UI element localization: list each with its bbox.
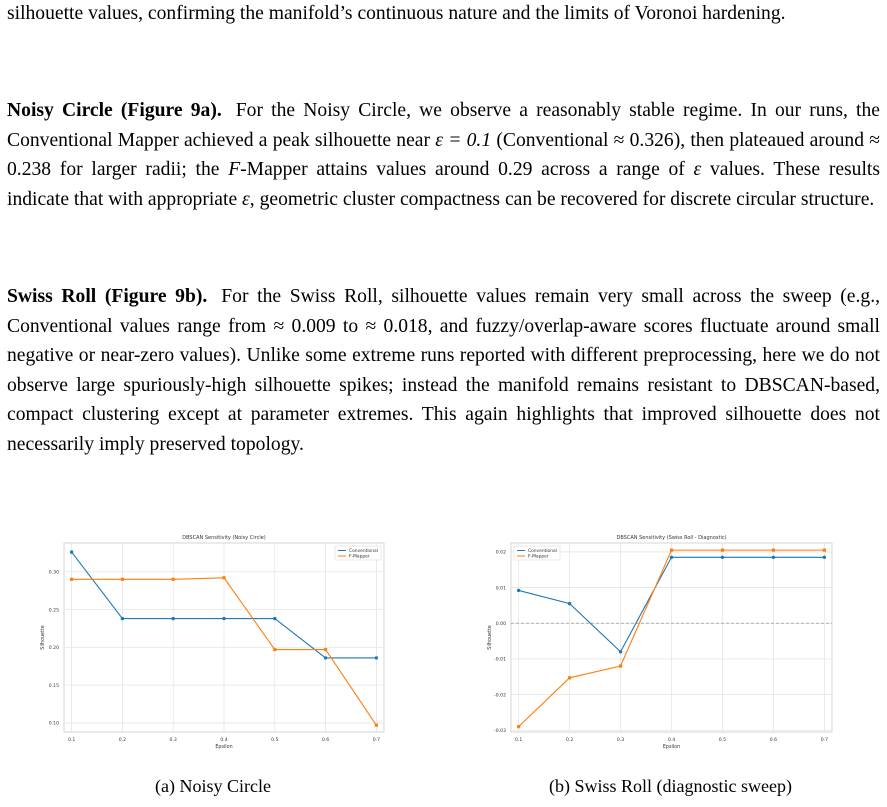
fmapper-symbol: F bbox=[228, 159, 241, 180]
data-point bbox=[324, 656, 327, 659]
swiss-roll-heading: Swiss Roll (Figure 9b). bbox=[7, 286, 208, 307]
x-axis-label: Epsilon bbox=[215, 745, 233, 750]
x-tick-label: 0.6 bbox=[769, 738, 778, 743]
data-point bbox=[823, 556, 826, 559]
data-point bbox=[823, 549, 826, 552]
y-tick-label: 0.02 bbox=[495, 550, 506, 556]
x-tick-label: 0.1 bbox=[67, 738, 76, 743]
x-tick-label: 0.3 bbox=[169, 738, 177, 743]
x-tick-label: 0.7 bbox=[372, 738, 381, 743]
x-tick-label: 0.4 bbox=[220, 738, 228, 743]
data-point bbox=[172, 578, 175, 581]
eps-symbol: ε = 0.1 bbox=[435, 129, 492, 151]
data-point bbox=[222, 617, 225, 620]
data-point bbox=[568, 676, 571, 679]
x-tick-label: 0.5 bbox=[718, 738, 727, 743]
x-axis-label: Epsilon bbox=[662, 745, 681, 750]
y-tick-label: 0.01 bbox=[495, 586, 506, 592]
eps-symbol: ε bbox=[693, 159, 702, 180]
data-point bbox=[619, 650, 622, 653]
data-point bbox=[670, 556, 673, 559]
data-point bbox=[172, 617, 175, 620]
x-tick-label: 0.4 bbox=[667, 738, 676, 743]
noisy-circle-paragraph bbox=[7, 96, 880, 214]
y-tick-label: -0.02 bbox=[494, 693, 506, 699]
y-tick-label: 0.10 bbox=[48, 721, 59, 727]
noisy-circle-text-2: (Conventional ≈ 0.326), then plateaued around ≈ 0.238 for larger radii; the bbox=[7, 129, 880, 180]
swiss-roll-paragraph bbox=[7, 282, 880, 459]
y-tick-label: 0.15 bbox=[48, 683, 59, 689]
x-tick-label: 0.5 bbox=[271, 738, 279, 743]
x-tick-label: 0.3 bbox=[616, 738, 625, 743]
noisy-circle-text-3: -Mapper attains values around 0.29 across a range of bbox=[240, 159, 694, 180]
intro-tail-paragraph bbox=[7, 0, 880, 29]
data-point bbox=[121, 617, 124, 620]
x-tick-label: 0.7 bbox=[820, 738, 829, 743]
data-point bbox=[70, 550, 73, 553]
data-point bbox=[772, 549, 775, 552]
data-point bbox=[517, 589, 520, 592]
x-tick-label: 0.2 bbox=[565, 738, 574, 743]
legend-entry: Conventional bbox=[349, 549, 378, 555]
data-point bbox=[517, 725, 520, 728]
data-point bbox=[273, 617, 276, 620]
x-tick-label: 0.6 bbox=[321, 738, 330, 743]
data-point bbox=[324, 648, 327, 651]
chart-title: DBSCAN Sensitivity (Swiss Roll - Diagnostic) bbox=[616, 535, 727, 541]
y-tick-label: 0.30 bbox=[48, 570, 59, 576]
noisy-circle-text-5: , geometric cluster compactness can be recovered for discrete circular structure. bbox=[249, 188, 875, 210]
y-axis-label: Silhouette bbox=[488, 625, 493, 650]
data-point bbox=[568, 602, 571, 605]
data-point bbox=[721, 549, 724, 552]
y-tick-label: -0.03 bbox=[494, 729, 506, 735]
data-point bbox=[70, 578, 73, 581]
data-point bbox=[619, 664, 622, 667]
legend-entry: F-Mapper bbox=[528, 554, 549, 560]
noisy-circle-heading: Noisy Circle (Figure 9a). bbox=[7, 100, 222, 121]
x-tick-label: 0.2 bbox=[118, 738, 127, 743]
y-tick-label: -0.01 bbox=[494, 657, 506, 663]
noisy-circle-chart bbox=[30, 532, 396, 754]
data-point bbox=[273, 648, 276, 651]
data-point bbox=[772, 556, 775, 559]
eps-symbol: ε bbox=[242, 188, 250, 210]
data-point bbox=[375, 724, 378, 727]
caption-a: (a) Noisy Circle bbox=[155, 776, 271, 796]
data-point bbox=[721, 556, 724, 559]
legend-entry: F-Mapper bbox=[349, 554, 370, 560]
x-tick-label: 0.1 bbox=[514, 738, 523, 743]
swiss-roll-chart bbox=[477, 532, 844, 754]
intro-tail-text: silhouette values, confirming the manifold’s continuous nature and the limits of Voronoi hardening. bbox=[7, 3, 786, 24]
y-axis-label: Silhouette bbox=[41, 625, 46, 650]
noisy-circle-text-4: values. These results indicate that with appropriate bbox=[7, 159, 880, 210]
swiss-roll-text: For the Swiss Roll, silhouette values remain very small across the sweep (e.g., Conventional values range from ≈ 0.009 to ≈ 0.018, and fuzzy/overlap-aware scores fluctuate around small negative or near-zero values). Unlike some extreme runs reported with different preprocessing, here we do not observe large spuriously-high silhouette spikes; instead the manifold remains resistant to DBSCAN-based, compact clustering except at parameter extremes. This again highlights that improved silhouette does not necessarily imply preserved topology. bbox=[7, 286, 880, 455]
y-tick-label: 0.00 bbox=[495, 622, 506, 628]
caption-b: (b) Swiss Roll (diagnostic sweep) bbox=[549, 776, 792, 796]
y-tick-label: 0.20 bbox=[48, 646, 59, 652]
data-point bbox=[375, 656, 378, 659]
data-point bbox=[121, 578, 124, 581]
chart-title: DBSCAN Sensitivity (Noisy Circle) bbox=[182, 535, 266, 541]
data-point bbox=[670, 549, 673, 552]
noisy-circle-text-1: For the Noisy Circle, we observe a reasonably stable regime. In our runs, the Conventional Mapper achieved a peak silhouette near bbox=[7, 100, 880, 151]
y-tick-label: 0.25 bbox=[48, 608, 59, 614]
data-point bbox=[222, 576, 225, 579]
legend-entry: Conventional bbox=[528, 549, 557, 555]
